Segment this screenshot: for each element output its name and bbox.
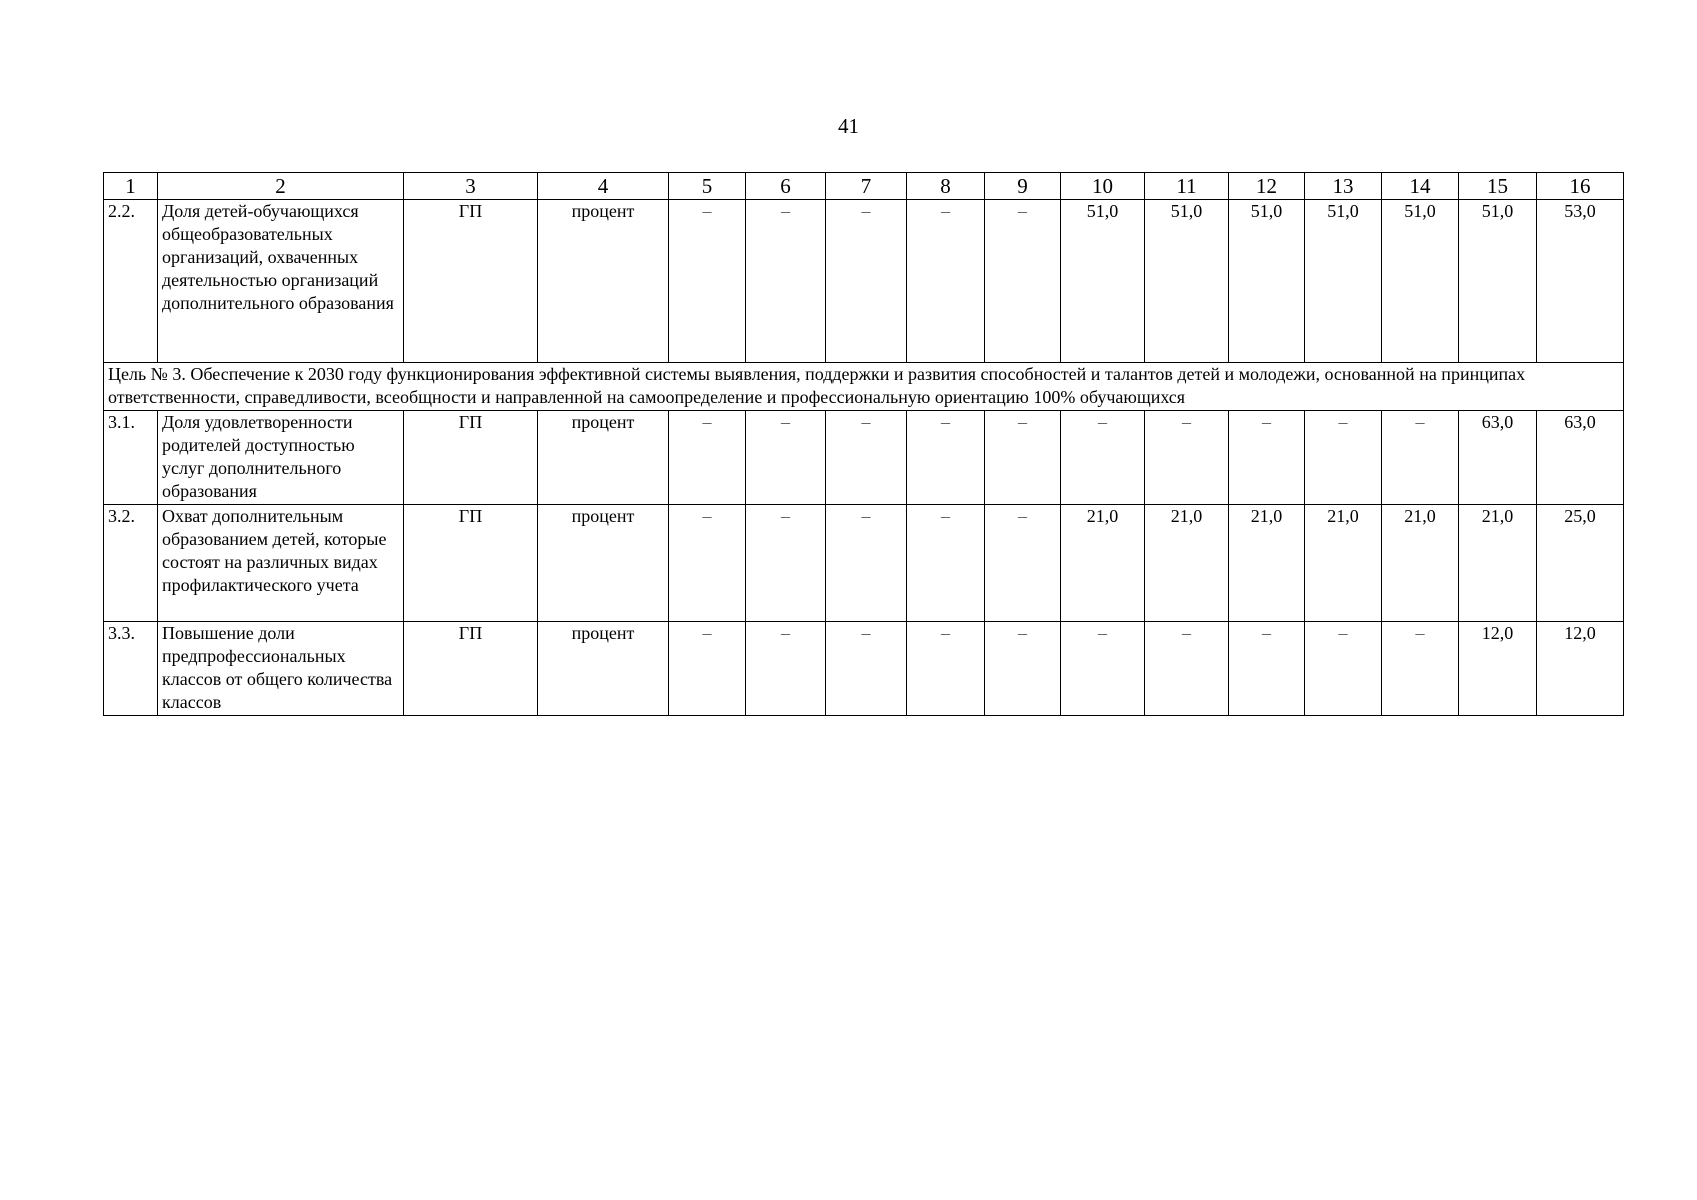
value-cell: 53,0 — [1537, 200, 1624, 363]
unit-cell: процент — [538, 411, 669, 505]
value-cell: 51,0 — [1061, 200, 1145, 363]
value-cell: 21,0 — [1305, 505, 1382, 622]
header-cell: 8 — [907, 173, 985, 200]
table-row-3-3 — [104, 622, 1624, 716]
header-cell: 10 — [1061, 173, 1145, 200]
row-number: 3.2. — [104, 505, 158, 622]
value-cell: 21,0 — [1382, 505, 1459, 622]
value-cell: – — [826, 622, 907, 716]
indicator-name: Доля удовлетворенности родителей доступностью услуг дополнительного образования — [158, 411, 404, 505]
value-cell: – — [1229, 622, 1305, 716]
value-cell: – — [746, 505, 826, 622]
value-cell: 21,0 — [1459, 505, 1537, 622]
value-cell: – — [746, 200, 826, 363]
value-cell: – — [1305, 622, 1382, 716]
value-cell: – — [746, 622, 826, 716]
source-cell: ГП — [404, 411, 538, 505]
header-cell: 11 — [1145, 173, 1229, 200]
value-cell: – — [1382, 411, 1459, 505]
value-cell: 51,0 — [1382, 200, 1459, 363]
unit-cell: процент — [538, 622, 669, 716]
value-cell: – — [669, 505, 746, 622]
value-cell: 21,0 — [1229, 505, 1305, 622]
value-cell: – — [1061, 411, 1145, 505]
value-cell: – — [985, 505, 1061, 622]
indicator-name: Повышение доли предпрофессиональных классов от общего количества классов — [158, 622, 404, 716]
source-cell: ГП — [404, 622, 538, 716]
value-cell: – — [1382, 622, 1459, 716]
value-cell: – — [985, 622, 1061, 716]
unit-cell: процент — [538, 200, 669, 363]
value-cell: 21,0 — [1061, 505, 1145, 622]
value-cell: – — [826, 505, 907, 622]
value-cell: – — [1145, 411, 1229, 505]
value-cell: – — [826, 411, 907, 505]
indicator-name: Охват дополнительным образованием детей, которые состоят на различных видах профилактического учета — [158, 505, 404, 622]
value-cell: – — [907, 622, 985, 716]
value-cell: 63,0 — [1459, 411, 1537, 505]
value-cell: – — [669, 200, 746, 363]
value-cell: – — [669, 622, 746, 716]
value-cell: – — [746, 411, 826, 505]
table-row-2-2 — [104, 200, 1624, 363]
table-header-row — [104, 173, 1624, 200]
value-cell: – — [1061, 622, 1145, 716]
row-number: 3.3. — [104, 622, 158, 716]
row-number: 2.2. — [104, 200, 158, 363]
header-cell: 14 — [1382, 173, 1459, 200]
row-number: 3.1. — [104, 411, 158, 505]
value-cell: – — [907, 200, 985, 363]
value-cell: 51,0 — [1305, 200, 1382, 363]
table-row-3-2 — [104, 505, 1624, 622]
value-cell: 12,0 — [1537, 622, 1624, 716]
header-cell: 15 — [1459, 173, 1537, 200]
page-number: 41 — [838, 114, 859, 138]
source-cell: ГП — [404, 200, 538, 363]
value-cell: 51,0 — [1459, 200, 1537, 363]
value-cell: – — [1305, 411, 1382, 505]
value-cell: 63,0 — [1537, 411, 1624, 505]
value-cell: 51,0 — [1229, 200, 1305, 363]
header-cell: 13 — [1305, 173, 1382, 200]
header-cell: 7 — [826, 173, 907, 200]
value-cell: – — [985, 200, 1061, 363]
value-cell: 25,0 — [1537, 505, 1624, 622]
value-cell: 21,0 — [1145, 505, 1229, 622]
goal-row — [104, 363, 1624, 411]
header-cell: 12 — [1229, 173, 1305, 200]
value-cell: – — [985, 411, 1061, 505]
indicator-table — [103, 172, 1624, 716]
indicator-name: Доля детей-обучающихся общеобразовательных организаций, охваченных деятельностью организаций дополнительного образования — [158, 200, 404, 363]
value-cell: 12,0 — [1459, 622, 1537, 716]
table-row-3-1 — [104, 411, 1624, 505]
header-cell: 6 — [746, 173, 826, 200]
header-cell: 4 — [538, 173, 669, 200]
unit-cell: процент — [538, 505, 669, 622]
header-cell: 9 — [985, 173, 1061, 200]
value-cell: – — [1145, 622, 1229, 716]
source-cell: ГП — [404, 505, 538, 622]
value-cell: – — [907, 505, 985, 622]
value-cell: – — [669, 411, 746, 505]
header-cell: 1 — [104, 173, 158, 200]
value-cell: – — [826, 200, 907, 363]
header-cell: 16 — [1537, 173, 1624, 200]
header-cell: 3 — [404, 173, 538, 200]
value-cell: – — [907, 411, 985, 505]
value-cell: 51,0 — [1145, 200, 1229, 363]
value-cell: – — [1229, 411, 1305, 505]
header-cell: 5 — [669, 173, 746, 200]
header-cell: 2 — [158, 173, 404, 200]
goal-text: Цель № 3. Обеспечение к 2030 году функционирования эффективной системы выявления, поддержки и развития способностей и талантов детей и молодежи, основанной на принципах ответственности, справедливости, всеобщности и направленной на самоопределение и профессиональную ориентацию 100% обучающихся — [104, 363, 1624, 411]
